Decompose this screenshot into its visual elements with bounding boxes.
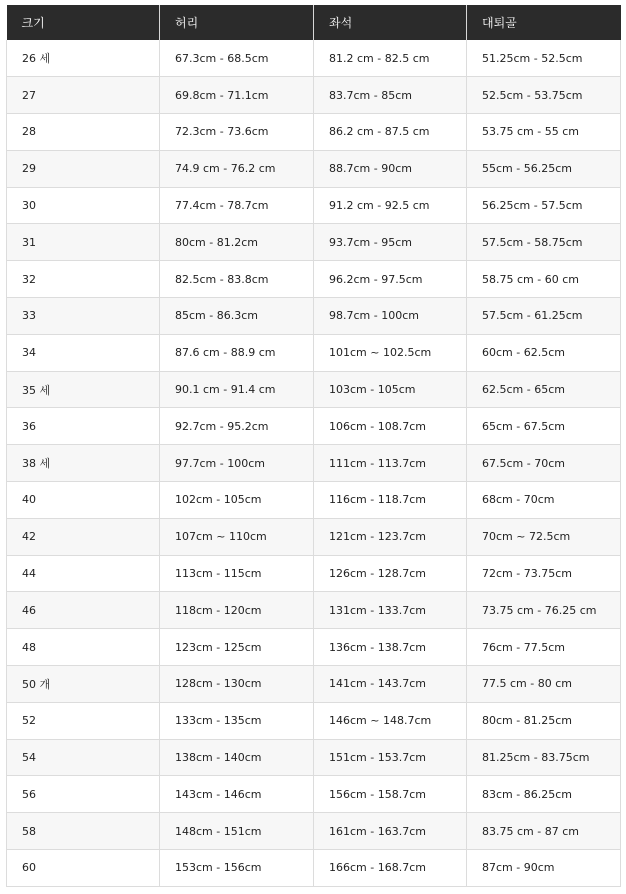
cell-seat: 111cm - 113.7cm — [314, 445, 467, 482]
cell-waist: 138cm - 140cm — [160, 739, 314, 776]
size-chart-header — [7, 5, 621, 40]
cell-waist: 118cm - 120cm — [160, 592, 314, 629]
cell-waist: 77.4cm - 78.7cm — [160, 187, 314, 224]
cell-thigh: 57.5cm - 58.75cm — [467, 224, 621, 261]
cell-thigh: 56.25cm - 57.5cm — [467, 187, 621, 224]
table-row — [7, 150, 621, 187]
table-row — [7, 629, 621, 666]
table-row — [7, 40, 621, 77]
table-row — [7, 445, 621, 482]
cell-size: 40 — [7, 482, 160, 519]
cell-seat: 121cm - 123.7cm — [314, 518, 467, 555]
cell-waist: 72.3cm - 73.6cm — [160, 114, 314, 151]
cell-thigh: 51.25cm - 52.5cm — [467, 40, 621, 77]
cell-waist: 82.5cm - 83.8cm — [160, 261, 314, 298]
table-row — [7, 187, 621, 224]
cell-size: 38 세 — [7, 445, 160, 482]
cell-size: 35 세 — [7, 371, 160, 408]
cell-seat: 166cm - 168.7cm — [314, 850, 467, 887]
cell-waist: 102cm - 105cm — [160, 482, 314, 519]
cell-seat: 141cm - 143.7cm — [314, 666, 467, 703]
cell-size: 36 — [7, 408, 160, 445]
cell-size: 46 — [7, 592, 160, 629]
table-row — [7, 702, 621, 739]
cell-size: 33 — [7, 298, 160, 335]
cell-thigh: 52.5cm - 53.75cm — [467, 77, 621, 114]
cell-size: 34 — [7, 334, 160, 371]
size-chart-container — [6, 5, 620, 887]
cell-thigh: 72cm - 73.75cm — [467, 555, 621, 592]
header-thigh: 대퇴골 — [467, 5, 621, 40]
cell-thigh: 83cm - 86.25cm — [467, 776, 621, 813]
cell-thigh: 53.75 cm - 55 cm — [467, 114, 621, 151]
cell-size: 44 — [7, 555, 160, 592]
cell-seat: 88.7cm - 90cm — [314, 150, 467, 187]
cell-thigh: 58.75 cm - 60 cm — [467, 261, 621, 298]
cell-waist: 90.1 cm - 91.4 cm — [160, 371, 314, 408]
cell-waist: 148cm - 151cm — [160, 813, 314, 850]
table-row — [7, 850, 621, 887]
table-row — [7, 298, 621, 335]
cell-thigh: 80cm - 81.25cm — [467, 702, 621, 739]
table-row — [7, 334, 621, 371]
table-row — [7, 224, 621, 261]
cell-seat: 136cm - 138.7cm — [314, 629, 467, 666]
cell-seat: 98.7cm - 100cm — [314, 298, 467, 335]
cell-size: 52 — [7, 702, 160, 739]
cell-thigh: 77.5 cm - 80 cm — [467, 666, 621, 703]
cell-size: 30 — [7, 187, 160, 224]
cell-seat: 106cm - 108.7cm — [314, 408, 467, 445]
cell-size: 32 — [7, 261, 160, 298]
cell-seat: 146cm ~ 148.7cm — [314, 702, 467, 739]
table-row — [7, 77, 621, 114]
table-row — [7, 482, 621, 519]
header-seat: 좌석 — [314, 5, 467, 40]
cell-thigh: 83.75 cm - 87 cm — [467, 813, 621, 850]
cell-seat: 116cm - 118.7cm — [314, 482, 467, 519]
cell-size: 54 — [7, 739, 160, 776]
cell-waist: 87.6 cm - 88.9 cm — [160, 334, 314, 371]
cell-seat: 83.7cm - 85cm — [314, 77, 467, 114]
table-row — [7, 555, 621, 592]
cell-thigh: 81.25cm - 83.75cm — [467, 739, 621, 776]
table-row — [7, 408, 621, 445]
cell-thigh: 76cm - 77.5cm — [467, 629, 621, 666]
cell-waist: 69.8cm - 71.1cm — [160, 77, 314, 114]
cell-waist: 97.7cm - 100cm — [160, 445, 314, 482]
table-row — [7, 739, 621, 776]
cell-thigh: 62.5cm - 65cm — [467, 371, 621, 408]
cell-seat: 93.7cm - 95cm — [314, 224, 467, 261]
header-row — [7, 5, 621, 40]
cell-seat: 131cm - 133.7cm — [314, 592, 467, 629]
size-chart-table — [6, 5, 621, 887]
cell-thigh: 67.5cm - 70cm — [467, 445, 621, 482]
table-row — [7, 518, 621, 555]
header-size: 크기 — [7, 5, 160, 40]
cell-size: 48 — [7, 629, 160, 666]
cell-thigh: 68cm - 70cm — [467, 482, 621, 519]
cell-seat: 91.2 cm - 92.5 cm — [314, 187, 467, 224]
cell-waist: 80cm - 81.2cm — [160, 224, 314, 261]
cell-waist: 67.3cm - 68.5cm — [160, 40, 314, 77]
cell-waist: 143cm - 146cm — [160, 776, 314, 813]
cell-seat: 101cm ~ 102.5cm — [314, 334, 467, 371]
cell-size: 58 — [7, 813, 160, 850]
cell-seat: 81.2 cm - 82.5 cm — [314, 40, 467, 77]
cell-waist: 92.7cm - 95.2cm — [160, 408, 314, 445]
cell-thigh: 87cm - 90cm — [467, 850, 621, 887]
cell-size: 42 — [7, 518, 160, 555]
cell-thigh: 70cm ~ 72.5cm — [467, 518, 621, 555]
cell-size: 60 — [7, 850, 160, 887]
cell-waist: 74.9 cm - 76.2 cm — [160, 150, 314, 187]
table-row — [7, 776, 621, 813]
cell-waist: 128cm - 130cm — [160, 666, 314, 703]
cell-seat: 161cm - 163.7cm — [314, 813, 467, 850]
cell-size: 28 — [7, 114, 160, 151]
cell-waist: 113cm - 115cm — [160, 555, 314, 592]
table-row — [7, 261, 621, 298]
cell-waist: 107cm ~ 110cm — [160, 518, 314, 555]
cell-waist: 85cm - 86.3cm — [160, 298, 314, 335]
cell-thigh: 57.5cm - 61.25cm — [467, 298, 621, 335]
table-row — [7, 666, 621, 703]
table-row — [7, 813, 621, 850]
cell-size: 29 — [7, 150, 160, 187]
cell-seat: 103cm - 105cm — [314, 371, 467, 408]
cell-thigh: 73.75 cm - 76.25 cm — [467, 592, 621, 629]
table-row — [7, 371, 621, 408]
cell-waist: 133cm - 135cm — [160, 702, 314, 739]
cell-waist: 123cm - 125cm — [160, 629, 314, 666]
cell-size: 27 — [7, 77, 160, 114]
table-row — [7, 592, 621, 629]
cell-seat: 156cm - 158.7cm — [314, 776, 467, 813]
cell-thigh: 55cm - 56.25cm — [467, 150, 621, 187]
cell-size: 50 개 — [7, 666, 160, 703]
cell-seat: 126cm - 128.7cm — [314, 555, 467, 592]
cell-seat: 151cm - 153.7cm — [314, 739, 467, 776]
table-row — [7, 114, 621, 151]
cell-thigh: 60cm - 62.5cm — [467, 334, 621, 371]
cell-thigh: 65cm - 67.5cm — [467, 408, 621, 445]
size-chart-body — [7, 40, 621, 886]
cell-waist: 153cm - 156cm — [160, 850, 314, 887]
cell-size: 26 세 — [7, 40, 160, 77]
cell-seat: 86.2 cm - 87.5 cm — [314, 114, 467, 151]
header-waist: 허리 — [160, 5, 314, 40]
cell-seat: 96.2cm - 97.5cm — [314, 261, 467, 298]
cell-size: 56 — [7, 776, 160, 813]
cell-size: 31 — [7, 224, 160, 261]
